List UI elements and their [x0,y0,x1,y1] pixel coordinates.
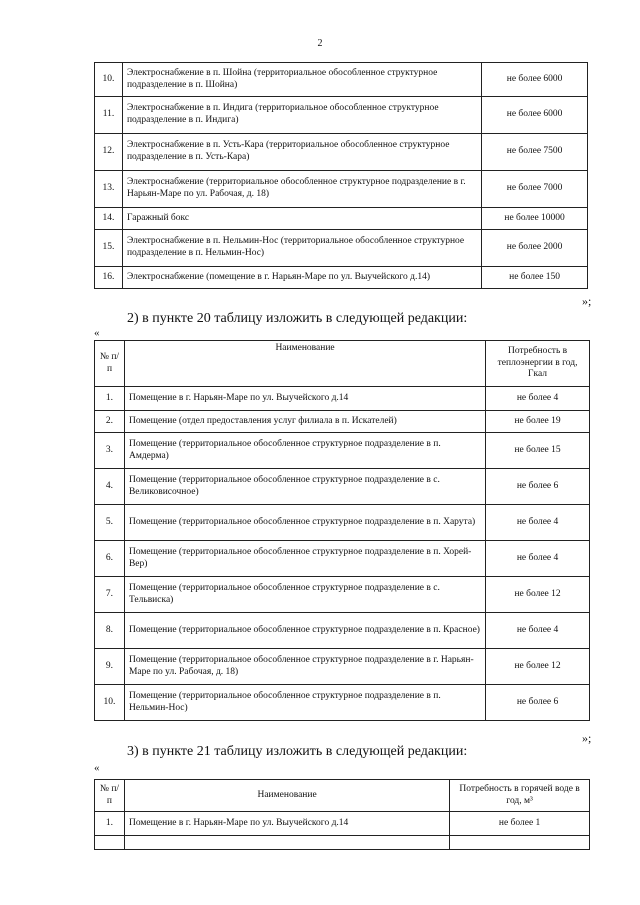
row-number: 4. [95,469,125,505]
row-name: Гаражный бокс [122,208,481,230]
table-header [95,780,590,812]
row-name: Помещение в г. Нарьян-Маре по ул. Выучейского д.14 [124,812,449,836]
row-number: 12. [95,134,123,171]
table-row [95,613,590,649]
table-row-cutoff [95,836,590,850]
row-number: 10. [95,685,125,721]
row-value: не более 6 [486,685,590,721]
row-name: Помещение (территориальное обособленное структурное подразделение в п. Красное) [124,613,485,649]
row-value: не более 10000 [482,208,588,230]
row-name: Электроснабжение в п. Усть-Кара (территориальное обособленное структурное подразделение в п. Усть-Кара) [122,134,481,171]
row-name: Электроснабжение в п. Шойна (территориальное обособленное структурное подразделение в п. Шойна) [122,63,481,97]
electricity-table [94,62,588,289]
table-row [95,577,590,613]
opening-quote: « [94,762,100,774]
table-row [95,134,588,171]
row-value: не более 6000 [482,97,588,134]
row-name: Помещение (территориальное обособленное структурное подразделение в с. Тельвиска) [124,577,485,613]
table-row [95,541,590,577]
row-value: не более 2000 [482,230,588,267]
row-name: Помещение (территориальное обособленное структурное подразделение в с. Великовисочное) [124,469,485,505]
closing-quote: »; [582,731,592,745]
table-row [95,469,590,505]
row-value: не более 4 [486,387,590,411]
table-row [95,171,588,208]
table-row [95,433,590,469]
header-number: № п/п [95,341,125,387]
row-number: 1. [95,812,125,836]
table-header [95,341,590,387]
page-number: 2 [317,38,323,49]
row-number: 10. [95,63,123,97]
table-row [95,208,588,230]
table-row [95,649,590,685]
header-name: Наименование [124,780,449,812]
row-number: 11. [95,97,123,134]
section-heading: 2) в пункте 20 таблицу изложить в следующей редакции: [127,311,468,326]
header-number: № п/п [95,780,125,812]
row-name: Помещение (территориальное обособленное структурное подразделение в п. Амдерма) [124,433,485,469]
table-row [95,505,590,541]
table-row [95,97,588,134]
row-number: 1. [95,387,125,411]
row-value: не более 6000 [482,63,588,97]
row-number: 6. [95,541,125,577]
row-value: не более 1 [450,812,590,836]
row-value: не более 4 [486,613,590,649]
row-value: не более 7000 [482,171,588,208]
table-row [95,812,590,836]
row-value: не более 4 [486,541,590,577]
header-name: Наименование [124,341,485,387]
row-value: не более 7500 [482,134,588,171]
row-name: Электроснабжение (территориальное обособленное структурное подразделение в г. Нарьян-Маре по ул. Рабочая, д. 18) [122,171,481,208]
closing-quote: »; [582,294,592,308]
row-name: Помещение (территориальное обособленное структурное подразделение в п. Харута) [124,505,485,541]
row-number: 13. [95,171,123,208]
row-value: не более 12 [486,577,590,613]
table-row [95,267,588,289]
table-row [95,411,590,433]
row-number: 5. [95,505,125,541]
table-row [95,685,590,721]
header-value: Потребность в горячей воде в год, м³ [450,780,590,812]
row-name: Помещение (отдел предоставления услуг филиала в п. Искателей) [124,411,485,433]
row-name: Электроснабжение в п. Индига (территориальное обособленное структурное подразделение в п. Индига) [122,97,481,134]
row-value: не более 12 [486,649,590,685]
row-value: не более 6 [486,469,590,505]
table-row [95,230,588,267]
row-name: Помещение (территориальное обособленное структурное подразделение в г. Нарьян-Маре по ул. Рабочая, д. 18) [124,649,485,685]
row-name: Помещение в г. Нарьян-Маре по ул. Выучейского д.14 [124,387,485,411]
table-row [95,63,588,97]
row-number: 9. [95,649,125,685]
row-value: не более 4 [486,505,590,541]
row-name: Помещение (территориальное обособленное структурное подразделение в п. Нельмин-Нос) [124,685,485,721]
row-number: 16. [95,267,123,289]
section-heading: 3) в пункте 21 таблицу изложить в следующей редакции: [127,744,468,759]
row-value: не более 15 [486,433,590,469]
row-number: 14. [95,208,123,230]
row-name: Помещение (территориальное обособленное структурное подразделение в п. Хорей-Вер) [124,541,485,577]
row-number: 15. [95,230,123,267]
opening-quote: « [94,327,100,339]
table-row [95,387,590,411]
row-name: Электроснабжение (помещение в г. Нарьян-Маре по ул. Выучейского д.14) [122,267,481,289]
heat-table [94,340,590,721]
hot-water-table [94,779,590,850]
row-number: 8. [95,613,125,649]
row-number: 2. [95,411,125,433]
header-value: Потребность в теплоэнергии в год, Гкал [486,341,590,387]
row-number: 3. [95,433,125,469]
row-name: Электроснабжение в п. Нельмин-Нос (территориальное обособленное структурное подразделение в п. Нельмин-Нос) [122,230,481,267]
row-number: 7. [95,577,125,613]
row-value: не более 150 [482,267,588,289]
row-value: не более 19 [486,411,590,433]
